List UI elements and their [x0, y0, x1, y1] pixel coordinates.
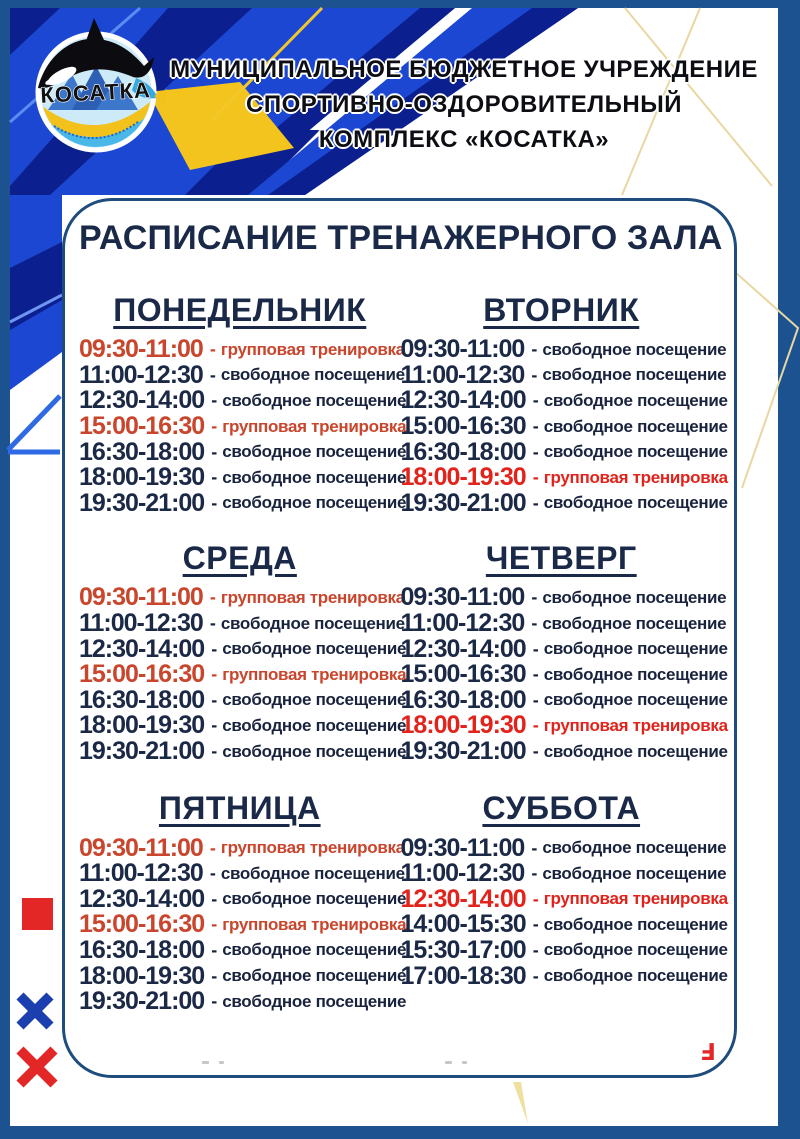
day-monday: [79, 292, 407, 517]
day-schedule-list: [79, 583, 407, 766]
schedule-row: [79, 488, 407, 517]
schedule-row: [400, 660, 728, 689]
schedule-row: [79, 660, 407, 689]
schedule-row: [79, 583, 405, 612]
slot-separator: -: [209, 587, 216, 608]
slot-time: 12:30-14:00: [400, 386, 526, 415]
slot-time: 12:30-14:00: [79, 386, 205, 415]
slot-activity: свободное посещение: [222, 715, 407, 735]
slot-time: 18:00-19:30: [400, 463, 526, 492]
slot-separator: -: [532, 939, 539, 960]
slot-separator: -: [211, 467, 218, 488]
schedule-row: [400, 859, 727, 888]
corner-red-mark: Ⅎ: [700, 1040, 716, 1066]
faint-dash: [462, 1061, 467, 1064]
schedule-row: [400, 360, 727, 389]
slot-time: 15:00-16:30: [400, 660, 526, 689]
day-saturday: [400, 790, 728, 1014]
faint-dash: [445, 1061, 452, 1064]
slot-separator: -: [532, 492, 539, 513]
slot-separator: -: [211, 441, 218, 462]
slot-activity: свободное посещение: [542, 365, 727, 385]
slot-time: 15:00-16:30: [79, 660, 205, 689]
slot-time: 11:00-12:30: [79, 360, 203, 389]
day-schedule-list: [400, 583, 728, 766]
slot-separator: -: [209, 863, 216, 884]
slot-time: 19:30-21:00: [79, 488, 205, 517]
schedule-row: [400, 463, 728, 492]
slot-separator: -: [211, 991, 218, 1012]
slot-time: 09:30-11:00: [79, 335, 203, 364]
slot-separator: -: [209, 339, 216, 360]
schedule-row: [79, 437, 407, 466]
slot-activity: свободное посещение: [543, 639, 728, 659]
slot-activity: групповая тренировка: [220, 339, 405, 359]
schedule-row: [400, 609, 727, 638]
slot-time: 11:00-12:30: [400, 609, 525, 638]
slot-separator: -: [532, 689, 539, 710]
slot-activity: свободное посещение: [543, 914, 728, 934]
slot-activity: свободное посещение: [220, 613, 405, 633]
slot-activity: свободное посещение: [543, 664, 728, 684]
slot-separator: -: [532, 441, 539, 462]
slot-separator: -: [211, 965, 218, 986]
slot-activity: групповая тренировка: [222, 914, 407, 934]
week-row-2: [79, 540, 728, 766]
slot-separator: -: [211, 689, 218, 710]
slot-separator: -: [532, 467, 539, 488]
slot-separator: -: [532, 715, 539, 736]
slot-activity: свободное посещение: [543, 741, 728, 761]
kosatka-logo: [20, 10, 170, 160]
day-friday: [79, 790, 407, 1016]
slot-time: 09:30-11:00: [79, 833, 203, 862]
slot-activity: групповая тренировка: [543, 467, 728, 487]
schedule-card: [62, 198, 737, 1078]
schedule-row: [79, 685, 407, 714]
slot-time: 18:00-19:30: [79, 961, 205, 990]
schedule-title: РАСПИСАНИЕ ТРЕНАЖЕРНОГО ЗАЛА: [79, 219, 723, 257]
day-schedule-list: [79, 335, 407, 517]
slot-time: 12:30-14:00: [79, 634, 205, 663]
slot-time: 16:30-18:00: [79, 437, 205, 466]
slot-time: 18:00-19:30: [400, 711, 526, 740]
slot-separator: -: [531, 837, 538, 858]
slot-activity: свободное посещение: [543, 442, 728, 462]
schedule-row: [400, 412, 728, 441]
day-thursday: [400, 540, 728, 766]
slot-activity: групповая тренировка: [543, 889, 728, 909]
logo-text: КОСАТКА: [39, 77, 152, 108]
slot-activity: свободное посещение: [542, 863, 727, 883]
slot-time: 11:00-12:30: [400, 859, 525, 888]
slot-activity: свободное посещение: [542, 613, 727, 633]
schedule-row: [400, 685, 728, 714]
schedule-row: [79, 884, 407, 913]
slot-activity: свободное посещение: [543, 390, 728, 410]
slot-activity: свободное посещение: [543, 493, 728, 513]
schedule-row: [400, 884, 728, 913]
slot-separator: -: [531, 339, 538, 360]
slot-time: 16:30-18:00: [79, 685, 205, 714]
faint-dash: [219, 1061, 224, 1064]
slot-separator: -: [531, 863, 538, 884]
schedule-row: [79, 360, 405, 389]
day-wednesday: [79, 540, 407, 766]
schedule-row: [400, 335, 727, 364]
schedule-row: [400, 935, 728, 964]
slot-time: 11:00-12:30: [79, 609, 203, 638]
slot-separator: -: [211, 638, 218, 659]
schedule-row: [79, 859, 405, 888]
slot-activity: свободное посещение: [222, 991, 407, 1011]
slot-activity: свободное посещение: [542, 838, 727, 858]
slot-activity: групповая тренировка: [543, 715, 728, 735]
slot-activity: свободное посещение: [222, 639, 407, 659]
schedule-row: [400, 583, 727, 612]
slot-time: 15:00-16:30: [79, 412, 205, 441]
day-tuesday: [400, 292, 728, 517]
schedule-row: [400, 437, 728, 466]
slot-activity: групповая тренировка: [220, 838, 405, 858]
schedule-row: [79, 935, 407, 964]
slot-separator: -: [211, 914, 218, 935]
slot-activity: свободное посещение: [222, 442, 407, 462]
slot-time: 19:30-21:00: [400, 737, 526, 766]
slot-activity: свободное посещение: [222, 467, 407, 487]
schedule-row: [400, 833, 727, 862]
schedule-row: [79, 987, 407, 1016]
schedule-row: [79, 711, 407, 740]
slot-activity: свободное посещение: [222, 493, 407, 513]
schedule-row: [79, 609, 405, 638]
slot-separator: -: [211, 741, 218, 762]
slot-activity: свободное посещение: [542, 587, 727, 607]
slot-separator: -: [532, 638, 539, 659]
slot-separator: -: [209, 837, 216, 858]
slot-time: 09:30-11:00: [400, 833, 525, 862]
slot-separator: -: [211, 664, 218, 685]
day-name: СУББОТА: [482, 790, 641, 827]
slot-activity: свободное посещение: [222, 690, 407, 710]
slot-activity: свободное посещение: [220, 365, 405, 385]
slot-activity: свободное посещение: [543, 690, 728, 710]
slot-activity: свободное посещение: [542, 339, 727, 359]
schedule-row: [79, 386, 407, 415]
slot-time: 16:30-18:00: [400, 437, 526, 466]
slot-time: 18:00-19:30: [79, 463, 205, 492]
slot-time: 16:30-18:00: [79, 935, 205, 964]
slot-separator: -: [209, 613, 216, 634]
slot-activity: свободное посещение: [543, 940, 728, 960]
slot-activity: свободное посещение: [222, 390, 407, 410]
day-name: ВТОРНИК: [483, 292, 640, 328]
day-name: ПОНЕДЕЛЬНИК: [113, 292, 367, 328]
slot-time: 15:00-16:30: [400, 412, 526, 441]
slot-activity: групповая тренировка: [222, 664, 407, 684]
slot-time: 15:00-16:30: [79, 910, 205, 939]
slot-separator: -: [531, 613, 538, 634]
org-line-2: СПОРТИВНО-ОЗДОРОВИТЕЛЬНЫЙ: [246, 91, 682, 118]
slot-separator: -: [211, 416, 218, 437]
day-name: СРЕДА: [182, 540, 297, 577]
faint-dash: [202, 1061, 209, 1064]
slot-separator: -: [532, 965, 539, 986]
slot-separator: -: [532, 416, 539, 437]
week-row-1: [79, 292, 728, 517]
slot-activity: свободное посещение: [222, 966, 407, 986]
slot-time: 19:30-21:00: [79, 737, 205, 766]
slot-separator: -: [211, 390, 218, 411]
org-line-3: КОМПЛЕКС «КОСАТКА»: [318, 126, 610, 153]
slot-time: 11:00-12:30: [400, 360, 525, 389]
day-name: ПЯТНИЦА: [158, 790, 321, 827]
slot-time: 15:30-17:00: [400, 935, 526, 964]
slot-separator: -: [209, 364, 216, 385]
slot-time: 12:30-14:00: [79, 884, 205, 913]
slot-separator: -: [211, 492, 218, 513]
slot-time: 19:30-21:00: [79, 987, 205, 1016]
slot-activity: свободное посещение: [222, 741, 407, 761]
slot-separator: -: [211, 939, 218, 960]
schedule-row: [79, 833, 405, 862]
slot-time: 11:00-12:30: [79, 859, 203, 888]
schedule-row: [400, 737, 728, 766]
day-name: ЧЕТВЕРГ: [485, 540, 637, 577]
slot-time: 09:30-11:00: [400, 583, 525, 612]
slot-activity: групповая тренировка: [222, 416, 407, 436]
schedule-row: [79, 335, 405, 364]
slot-separator: -: [532, 741, 539, 762]
slot-activity: групповая тренировка: [220, 587, 405, 607]
slot-time: 17:00-18:30: [400, 961, 526, 990]
slot-time: 18:00-19:30: [79, 711, 205, 740]
slot-time: 09:30-11:00: [400, 335, 525, 364]
day-schedule-list: [400, 833, 728, 990]
schedule-row: [400, 910, 728, 939]
slot-time: 09:30-11:00: [79, 583, 203, 612]
slot-separator: -: [532, 888, 539, 909]
red-square-mark: [22, 898, 53, 930]
slot-separator: -: [531, 587, 538, 608]
slot-separator: -: [532, 664, 539, 685]
schedule-row: [400, 961, 728, 990]
schedule-row: [79, 961, 407, 990]
slot-activity: свободное посещение: [222, 940, 407, 960]
slot-separator: -: [532, 390, 539, 411]
slot-time: 12:30-14:00: [400, 884, 526, 913]
schedule-row: [79, 910, 407, 939]
slot-separator: -: [211, 715, 218, 736]
day-schedule-list: [400, 335, 728, 517]
schedule-row: [400, 634, 728, 663]
schedule-row: [79, 634, 407, 663]
slot-activity: свободное посещение: [220, 863, 405, 883]
day-schedule-list: [79, 833, 407, 1016]
schedule-row: [79, 463, 407, 492]
slot-time: 16:30-18:00: [400, 685, 526, 714]
slot-time: 14:00-15:30: [400, 910, 526, 939]
slot-separator: -: [532, 914, 539, 935]
slot-activity: свободное посещение: [543, 416, 728, 436]
slot-activity: свободное посещение: [222, 889, 407, 909]
slot-time: 12:30-14:00: [400, 634, 526, 663]
week-row-3: [79, 790, 728, 1016]
schedule-row: [79, 412, 407, 441]
slot-activity: свободное посещение: [543, 966, 728, 986]
org-title: [148, 52, 780, 157]
schedule-row: [400, 488, 728, 517]
schedule-row: [79, 737, 407, 766]
slot-separator: -: [211, 888, 218, 909]
schedule-row: [400, 711, 728, 740]
slot-time: 19:30-21:00: [400, 488, 526, 517]
org-line-1: МУНИЦИПАЛЬНОЕ БЮДЖЕТНОЕ УЧРЕЖДЕНИЕ: [170, 56, 758, 83]
slot-separator: -: [531, 364, 538, 385]
schedule-row: [400, 386, 728, 415]
